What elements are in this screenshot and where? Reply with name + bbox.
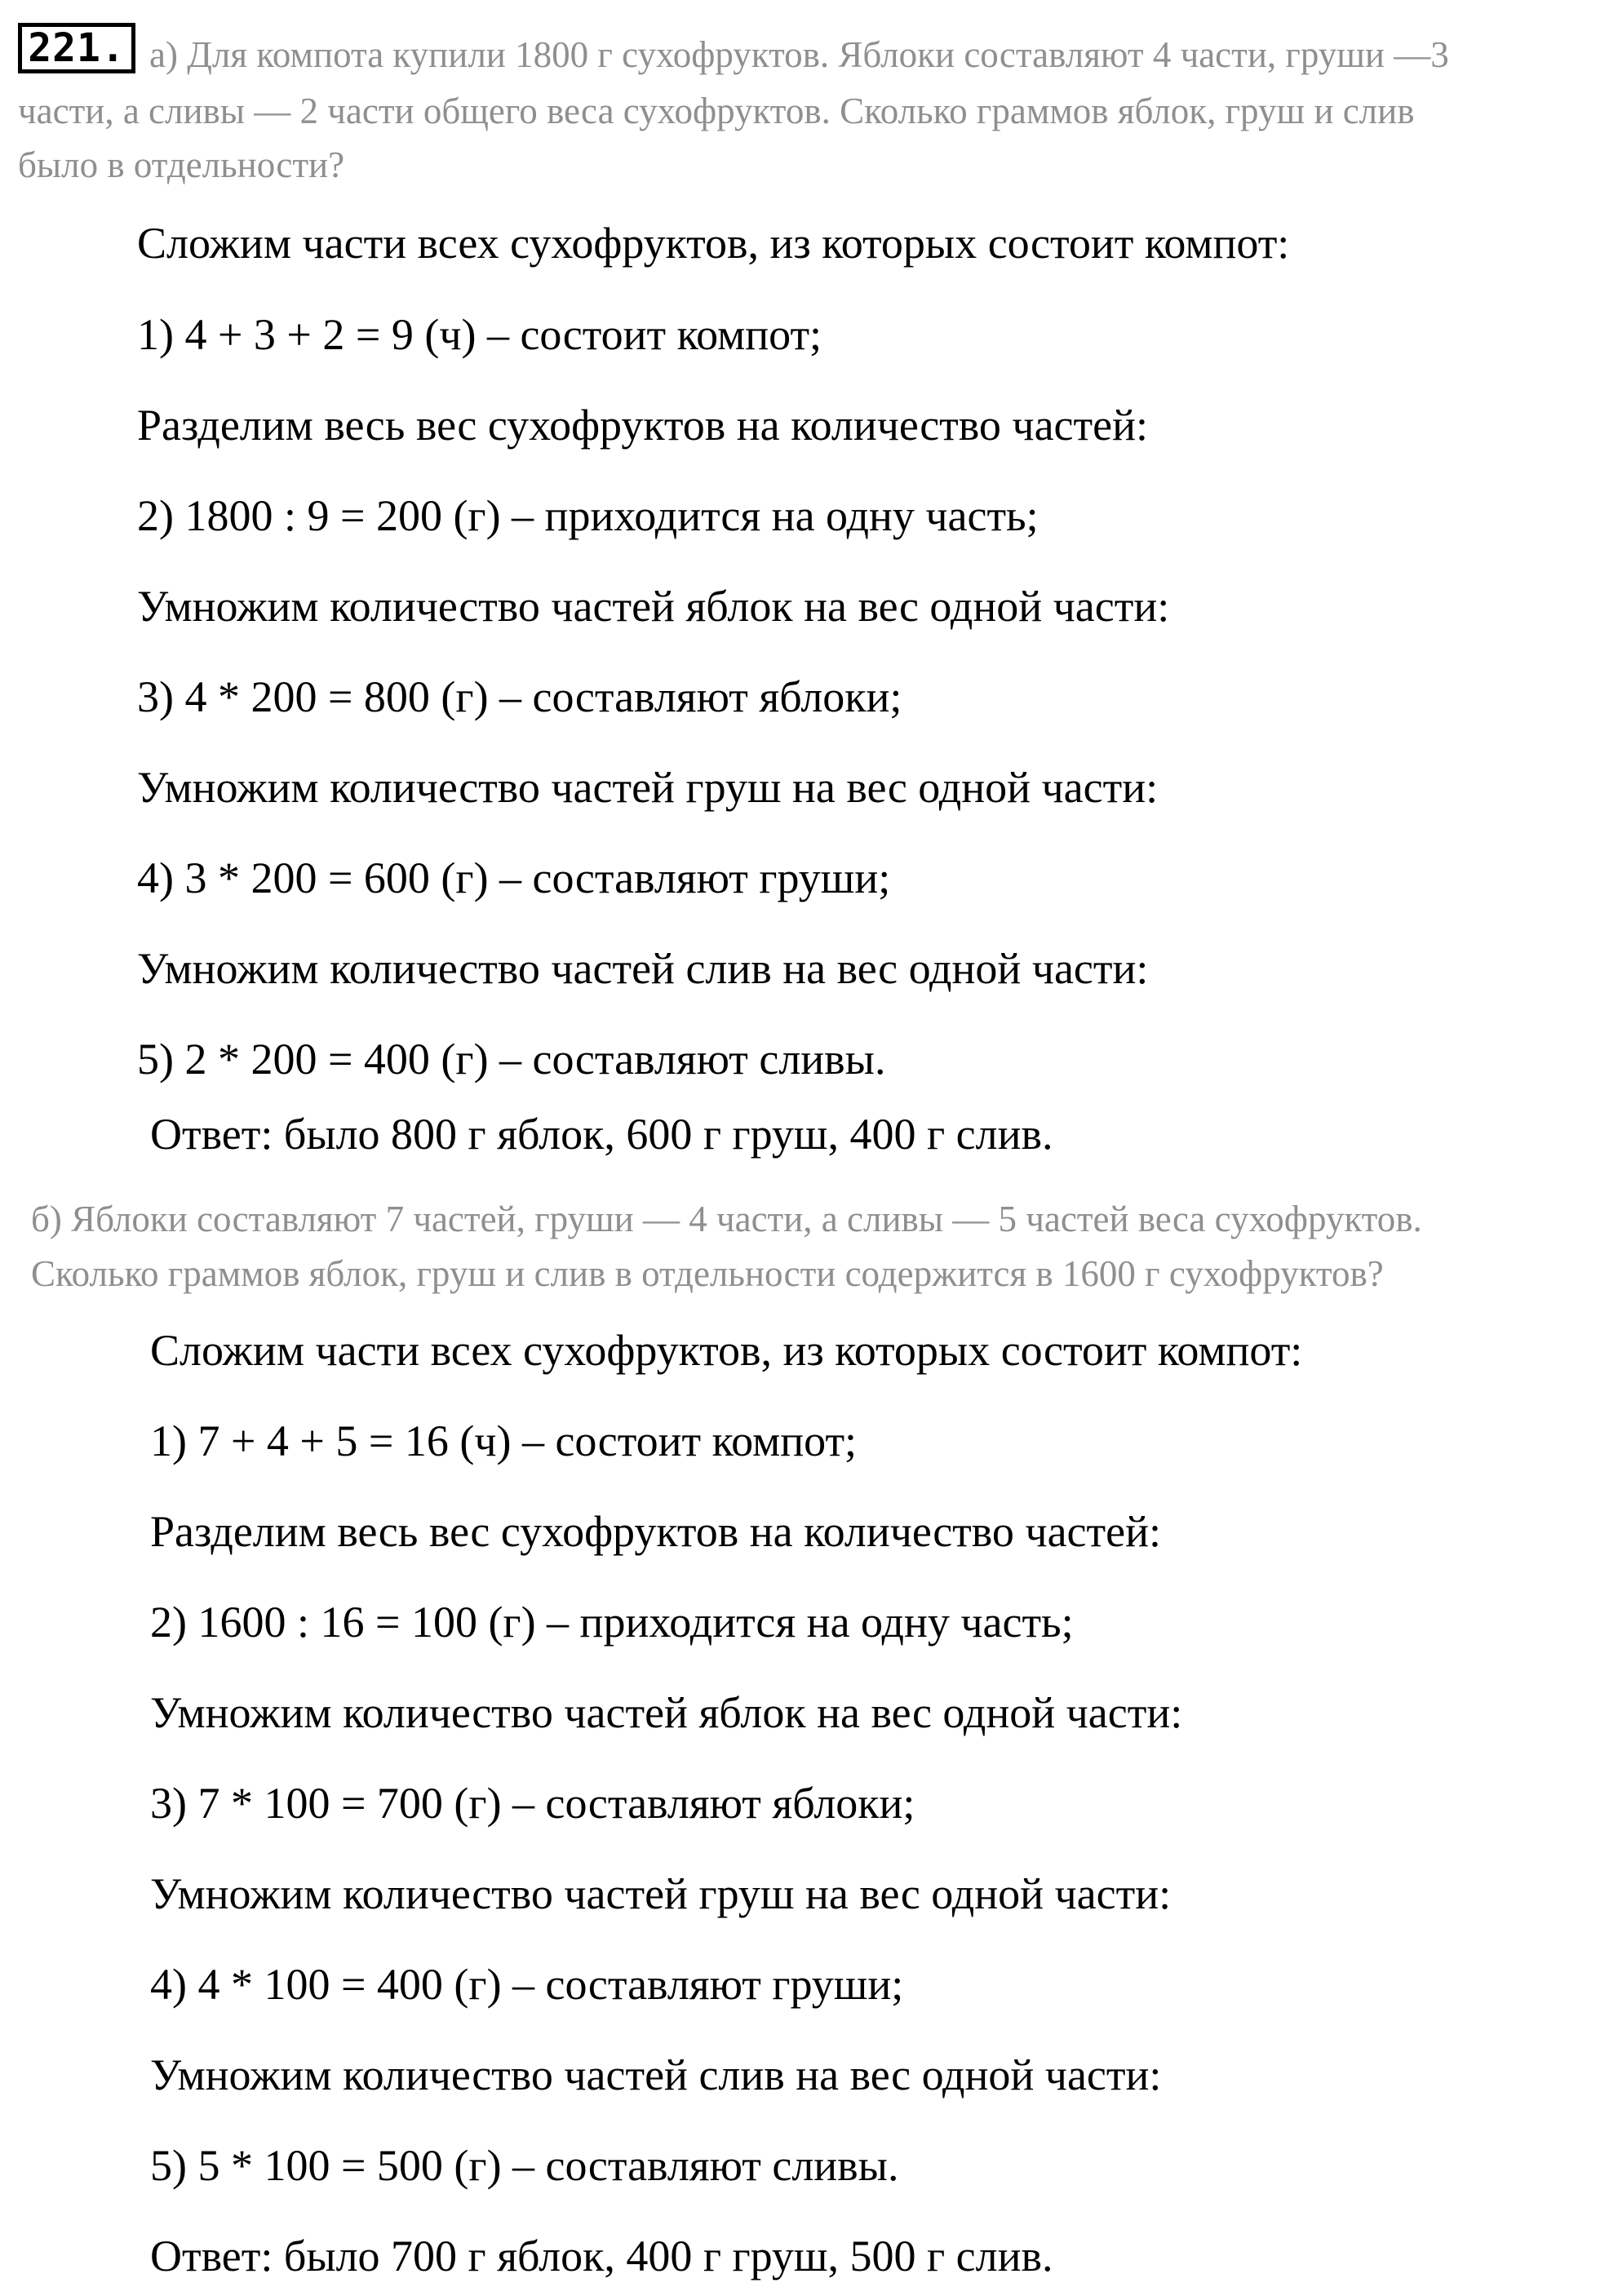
- part-b-solution-line-10: 5) 5 * 100 = 500 (г) – составляют сливы.: [150, 2141, 899, 2190]
- part-b-solution-line-7: Умножим количество частей груш на вес одной части:: [150, 1869, 1172, 1918]
- part-b-solution-line-4: 2) 1600 : 16 = 100 (г) – приходится на одну часть;: [150, 1598, 1074, 1647]
- part-a-solution-line-10: 5) 2 * 200 = 400 (г) – составляют сливы.: [137, 1035, 886, 1084]
- part-a-solution-line-6: 3) 4 * 200 = 800 (г) – составляют яблоки;: [137, 672, 902, 721]
- part-a-solution-line-2: 1) 4 + 3 + 2 = 9 (ч) – состоит компот;: [137, 310, 822, 359]
- part-b-solution-line-1: Сложим части всех сухофруктов, из которых состоит компот:: [150, 1326, 1303, 1375]
- part-a-solution-line-5: Умножим количество частей яблок на вес одной части:: [137, 582, 1170, 631]
- part-b-answer: Ответ: было 700 г яблок, 400 г груш, 500 г слив.: [150, 2232, 1053, 2280]
- part-a-solution-line-7: Умножим количество частей груш на вес одной части:: [137, 763, 1159, 812]
- part-b-solution-line-6: 3) 7 * 100 = 700 (г) – составляют яблоки;: [150, 1779, 915, 1828]
- part-a-solution-line-4: 2) 1800 : 9 = 200 (г) – приходится на одну часть;: [137, 491, 1039, 540]
- part-a-problem-line-3: было в отдельности?: [18, 144, 345, 185]
- part-a-problem-line-1: а) Для компота купили 1800 г сухофруктов. Яблоки составляют 4 части, груши —3: [149, 34, 1449, 75]
- part-a-answer: Ответ: было 800 г яблок, 600 г груш, 400 г слив.: [150, 1110, 1053, 1159]
- part-b-solution-line-9: Умножим количество частей слив на вес одной части:: [150, 2050, 1162, 2099]
- part-b-problem-line-2: Сколько граммов яблок, груш и слив в отдельности содержится в 1600 г сухофруктов?: [31, 1253, 1384, 1294]
- task-number: 221.: [18, 23, 135, 73]
- part-a-solution-line-9: Умножим количество частей слив на вес одной части:: [137, 944, 1149, 993]
- part-a-solution-line-3: Разделим весь вес сухофруктов на количество частей:: [137, 401, 1148, 450]
- part-b-solution-line-2: 1) 7 + 4 + 5 = 16 (ч) – состоит компот;: [150, 1416, 858, 1465]
- part-b-solution-line-3: Разделим весь вес сухофруктов на количество частей:: [150, 1507, 1161, 1556]
- part-a-problem-line-2: части, а сливы — 2 части общего веса сухофруктов. Сколько граммов яблок, груш и слив: [18, 91, 1415, 131]
- part-b-solution-line-5: Умножим количество частей яблок на вес одной части:: [150, 1688, 1183, 1737]
- part-b-solution-line-8: 4) 4 * 100 = 400 (г) – составляют груши;: [150, 1960, 904, 2009]
- part-a-solution-line-8: 4) 3 * 200 = 600 (г) – составляют груши;: [137, 853, 891, 902]
- part-b-problem-line-1: б) Яблоки составляют 7 частей, груши — 4 части, а сливы — 5 частей веса сухофруктов.: [31, 1199, 1422, 1239]
- part-a-solution-line-1: Сложим части всех сухофруктов, из которых состоит компот:: [137, 219, 1290, 268]
